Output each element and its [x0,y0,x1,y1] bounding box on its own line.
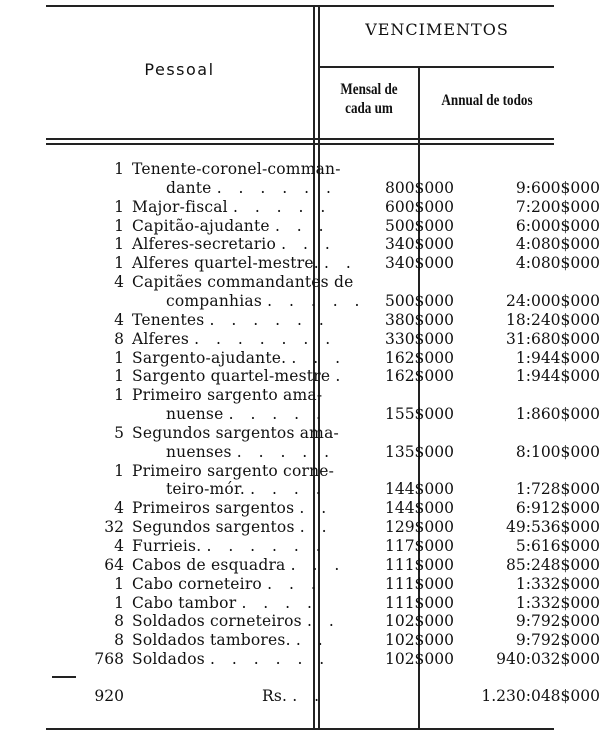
table-row [46,273,554,292]
row-annual: 18:240$000 [506,310,600,329]
row-description-text: Primeiros sargentos [132,499,295,518]
row-dots: . . . . . . [210,650,331,669]
row-annual: 8:100$000 [515,442,600,461]
row-description-text: Soldados tambores. [132,631,291,650]
row-annual: 1:944$000 [515,348,600,367]
row-description [132,575,322,594]
row-description-text: Sargento-ajudante. [132,348,287,367]
total-count: 920 [94,687,124,705]
table-row [46,178,600,198]
row-description-text: Cabos de esquadra [132,555,286,574]
row-annual: 1:944$000 [515,367,600,386]
top-rule [46,5,554,7]
row-annual: 9:792$000 [515,631,600,650]
row-monthly: 129$000 [384,518,454,537]
table-row [46,254,600,273]
row-annual: 31:680$000 [506,329,600,348]
header-mensal-line1: Mensal de [340,81,398,98]
row-description [132,235,336,254]
header-annual: Annual de todos [441,92,533,109]
row-description [132,594,318,613]
row-dots: . . . [281,235,336,254]
row-dots: . . [306,612,340,631]
row-dots: . . . . . . [216,178,337,197]
row-count: 1 [114,216,124,235]
row-dots: . . [299,518,333,537]
row-dots: . . . [291,348,347,367]
row-description-text: dante [166,178,212,197]
row-count: 64 [104,555,124,574]
row-dots: . . . . . . . [194,329,337,348]
row-description [132,462,334,481]
row-description-text: Tenente-coronel-comman- [132,160,341,178]
row-description [132,160,341,179]
row-dots: . . . . . [267,291,366,310]
row-count: 5 [114,423,124,442]
bottom-rule [46,728,554,730]
row-description-text: nuense [166,405,224,424]
row-count: 4 [114,310,124,329]
row-dots: . . . [267,574,322,593]
row-count: 1 [114,593,124,612]
table-row [46,197,600,217]
table-row [46,555,600,575]
row-monthly: 162$000 [384,348,454,367]
row-description-text: Primeiro sargento ama- [132,386,323,405]
row-description [132,311,330,330]
row-description [132,537,327,556]
row-count: 8 [114,612,124,631]
row-description [166,405,327,424]
row-count: 1 [114,197,124,216]
table-row [46,518,600,537]
header-mensal [329,80,409,118]
row-dots: . . . . . . [209,310,330,329]
row-dots: . . [299,499,333,518]
row-annual: 24:000$000 [506,291,600,310]
table-row [46,480,600,499]
row-description-text: Capitães commandantes de [132,273,354,292]
row-count: 8 [114,631,124,650]
row-dots: . . . . . . [206,537,327,555]
row-description-text: Segundos sargentos ama- [132,423,339,442]
table-row [46,499,600,518]
row-description [166,480,327,499]
row-count: 1 [114,348,124,367]
header-vencimentos: VENCIMENTOS [365,20,509,39]
table-row [46,348,600,368]
row-description-text: Alferes [132,329,189,348]
table-row [46,593,600,613]
row-description-text: Cabo corneteiro [132,574,262,593]
row-annual: 9:792$000 [515,612,600,631]
header-rule [46,138,554,140]
row-monthly: 111$000 [384,593,454,612]
row-count: 4 [114,499,124,518]
row-annual: 9:600$000 [515,178,600,197]
row-dots: . . [323,254,357,273]
vencimentos-rule [320,66,554,68]
row-description [132,518,333,537]
row-dots: . [335,367,347,386]
row-description-text: companhias [166,291,262,310]
row-description-text: Major-fiscal [132,197,228,216]
row-annual: 6:000$000 [515,216,600,235]
row-count: 1 [114,574,124,593]
row-description-text: Tenentes [132,310,205,329]
table-row [46,386,554,405]
row-dots: . . . . [241,593,318,612]
row-description [132,330,336,349]
row-count: 4 [114,273,124,292]
row-monthly: 162$000 [384,367,454,386]
row-description-text: Primeiro sargento corne- [132,461,335,480]
row-description [132,367,346,386]
row-count: 1 [114,461,124,480]
row-monthly: 155$000 [384,405,454,424]
row-monthly: 500$000 [384,291,454,310]
row-count: 1 [114,235,124,254]
row-count: 768 [94,650,124,669]
row-annual: 940:032$000 [496,650,600,669]
row-monthly: 500$000 [384,216,454,235]
row-monthly: 144$000 [384,499,454,518]
table-row [46,462,554,481]
table-row [46,329,600,349]
row-description-text: nuenses [166,442,232,461]
table-row [46,367,600,386]
table-row [46,405,600,424]
row-description-text: Soldados corneteiros [132,612,302,631]
table-row [46,612,600,631]
row-description [166,179,337,198]
row-description [166,443,335,462]
row-annual: 1:332$000 [515,593,600,612]
row-description [132,631,329,650]
row-annual: 4:080$000 [515,235,600,254]
row-annual: 6:912$000 [515,499,600,518]
header-rule-2 [46,143,554,145]
row-annual: 85:248$000 [506,555,600,574]
row-count: 32 [104,518,124,537]
table-row [46,574,600,594]
table-row [46,291,600,311]
row-description-text: Segundos sargentos [132,518,295,537]
table-row [46,631,600,650]
row-monthly: 102$000 [384,612,454,631]
total-label-text: Rs. [262,687,288,705]
row-description [166,292,365,311]
row-dots: . . . [274,216,330,235]
row-description-text: Alferes quartel-mestre. [132,254,319,273]
row-monthly: 111$000 [384,574,454,593]
row-description [132,273,353,292]
row-description [132,386,322,405]
row-annual: 1:332$000 [515,574,600,593]
row-description-text: Soldados [132,650,205,669]
row-monthly: 111$000 [384,555,454,574]
table-row [46,310,600,330]
row-description-text: Capitão-ajudante [132,216,270,235]
row-annual: 1:860$000 [515,405,600,424]
table-row [46,216,600,236]
row-monthly: 135$000 [384,442,454,461]
row-description [132,424,339,443]
table-row [46,424,554,443]
row-description [132,254,357,273]
row-monthly: 102$000 [384,631,454,650]
total-dots: . . [292,687,326,705]
row-description-text: Sargento quartel-mestre [132,367,331,386]
table-row [46,160,554,179]
header-pessoal: Pessoal [144,60,215,79]
total-row [46,687,600,706]
row-monthly: 340$000 [384,235,454,254]
row-dots: . . . . . [236,442,336,461]
row-description [132,650,330,669]
row-annual: 7:200$000 [515,197,600,216]
sum-rule [52,676,76,678]
row-monthly: 600$000 [384,197,454,216]
row-monthly: 340$000 [384,254,454,273]
row-description-text: teiro-mór. [166,480,246,499]
total-amount: 1.230:048$000 [481,687,600,705]
row-monthly: 380$000 [384,310,454,329]
table-row [46,537,600,556]
row-monthly: 102$000 [384,650,454,669]
row-dots: . . [295,631,329,650]
row-dots: . . . . [250,480,327,499]
row-monthly: 117$000 [384,537,454,555]
row-description-text: Cabo tambor [132,593,237,612]
row-annual: 4:080$000 [515,254,600,273]
row-description [132,556,345,575]
table-row [46,235,600,254]
table-row [46,442,600,462]
row-description [132,217,330,236]
row-count: 1 [114,160,124,178]
row-count: 1 [114,254,124,273]
row-dots: . . . . . [228,405,327,424]
row-dots: . . . [290,555,346,574]
row-description [132,499,332,518]
table-row [46,650,600,669]
row-description [132,198,331,217]
header-mensal-line2: cada um [345,100,393,117]
row-dots: . . . . . [232,197,332,216]
row-description-text: Alferes-secretario [132,235,276,254]
row-description [132,349,346,368]
row-count: 8 [114,329,124,348]
row-annual: 1:728$000 [515,480,600,499]
total-label [262,687,325,706]
row-count: 1 [114,386,124,405]
row-annual: 5:616$000 [515,537,600,555]
row-description-text: Furrieis. [132,537,202,555]
row-count: 4 [114,537,124,555]
row-count: 1 [114,367,124,386]
row-annual: 49:536$000 [506,518,600,537]
row-description [132,612,340,631]
row-monthly: 144$000 [384,480,454,499]
row-monthly: 330$000 [384,329,454,348]
row-monthly: 800$000 [384,178,454,197]
